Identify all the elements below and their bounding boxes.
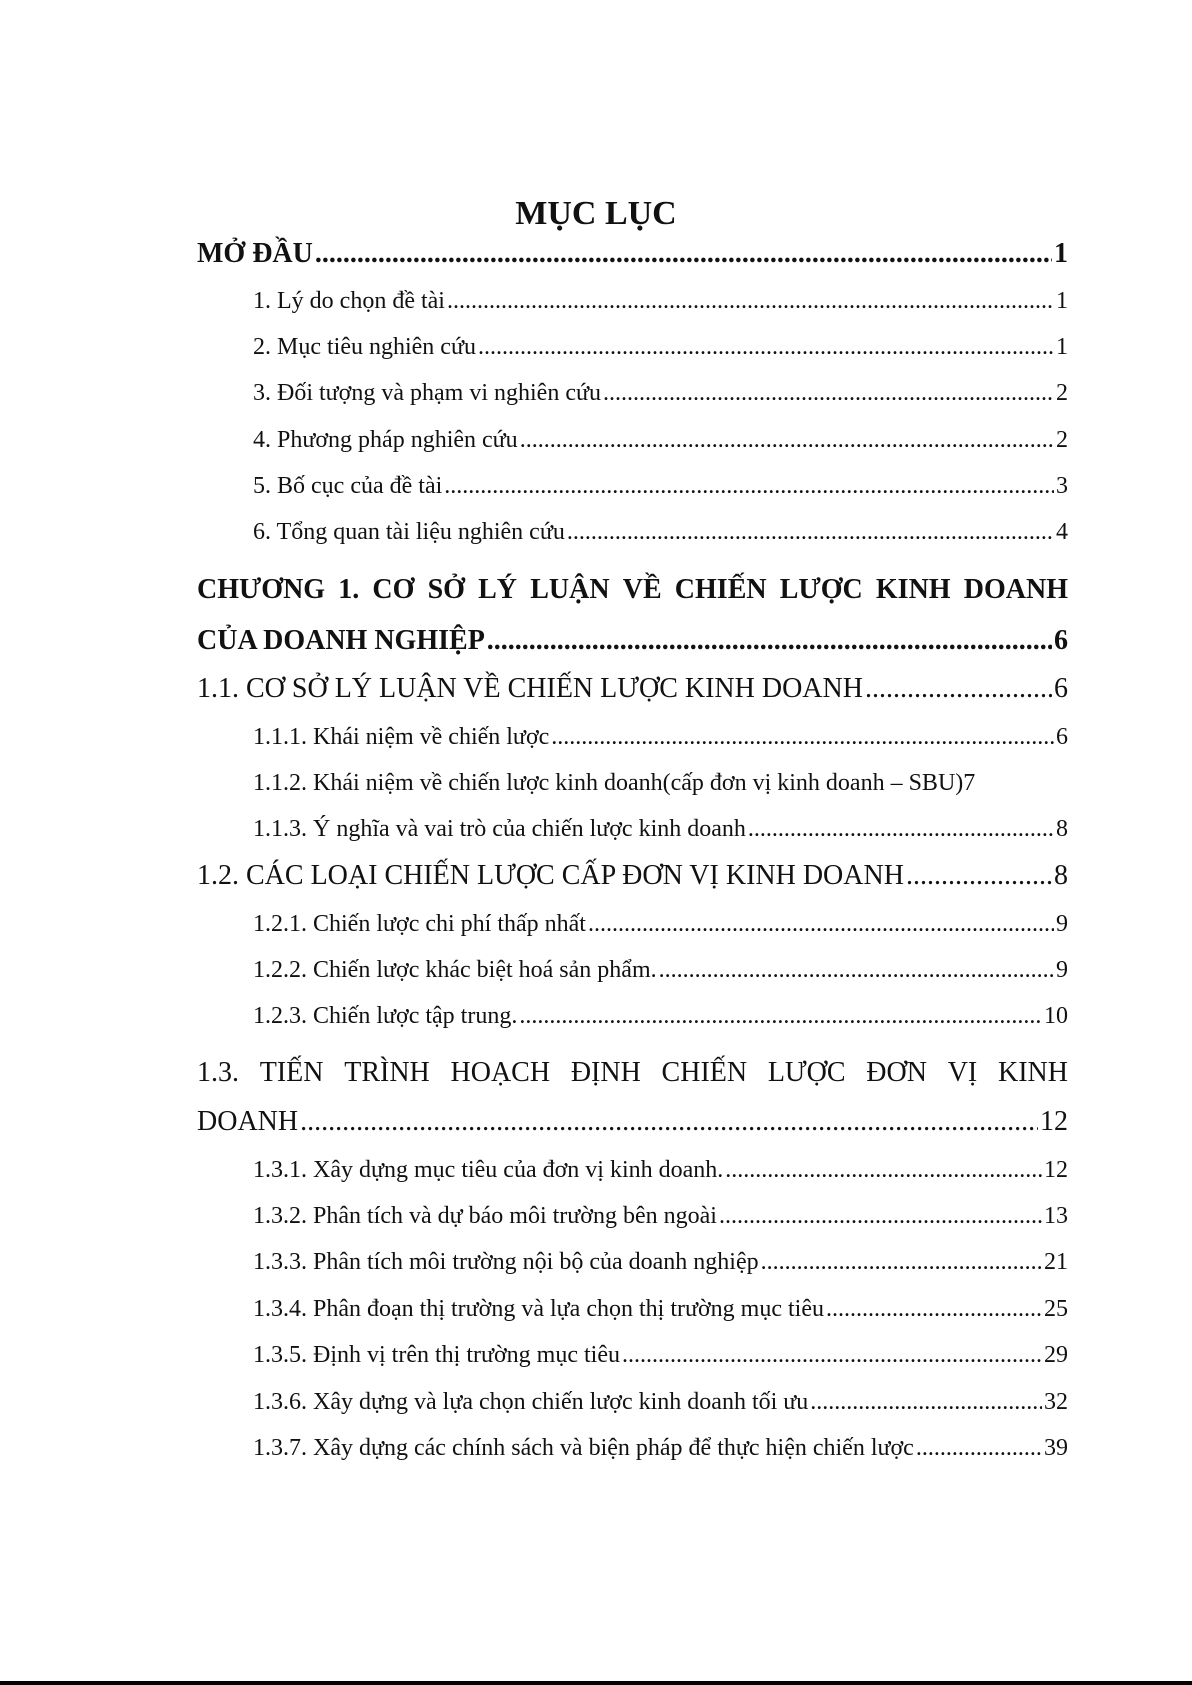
toc-entry-text: 1.1.3. Ý nghĩa và vai trò của chiến lược kinh doanh bbox=[253, 816, 746, 842]
toc-page-number: 3 bbox=[1056, 473, 1068, 499]
toc-page-number: 1 bbox=[1056, 288, 1068, 314]
toc-entry-text: 1.3.1. Xây dựng mục tiêu của đơn vị kinh doanh. bbox=[253, 1157, 724, 1183]
dot-leader bbox=[865, 673, 1052, 705]
heading-word: LƯỢC bbox=[767, 1057, 846, 1088]
toc-page-number: 21 bbox=[1044, 1249, 1068, 1275]
dot-leader bbox=[487, 625, 1052, 657]
toc-entry-chapter-1[interactable] bbox=[197, 625, 1068, 673]
toc-page-number: 12 bbox=[1040, 1106, 1068, 1137]
toc-entry[interactable] bbox=[253, 519, 1068, 563]
toc-page-number: 7 bbox=[963, 770, 976, 796]
toc-entry-text: 5. Bố cục của đề tài bbox=[253, 473, 443, 499]
toc-entry-text: 2. Mục tiêu nghiên cứu bbox=[253, 334, 476, 360]
toc-entry-text: 1.2.3. Chiến lược tập trung. bbox=[253, 1003, 518, 1029]
dot-leader bbox=[622, 1342, 1042, 1369]
toc-page-number: 32 bbox=[1044, 1389, 1068, 1415]
toc-entry-text: DOANH bbox=[197, 1106, 299, 1137]
toc-entry-text: 1.3.2. Phân tích và dự báo môi trường bên ngoài bbox=[253, 1203, 717, 1229]
toc-page-number: 9 bbox=[1056, 957, 1068, 983]
dot-leader bbox=[810, 1389, 1042, 1416]
toc-entry[interactable] bbox=[253, 288, 1068, 332]
heading-word: CHIẾN bbox=[674, 574, 767, 605]
toc-entry-text: 1.2.1. Chiến lược chi phí thấp nhất bbox=[253, 911, 586, 937]
heading-word: LÝ bbox=[478, 574, 518, 605]
heading-word: CHIẾN bbox=[661, 1057, 748, 1088]
toc-entry-text: 1.3.5. Định vị trên thị trường mục tiêu bbox=[253, 1342, 620, 1368]
toc-page-number: 9 bbox=[1056, 911, 1068, 937]
toc-entry[interactable] bbox=[253, 911, 1068, 955]
toc-entry[interactable] bbox=[253, 380, 1068, 424]
toc-entry-text: 1.2.2. Chiến lược khác biệt hoá sản phẩm. bbox=[253, 957, 657, 983]
page-bottom-edge bbox=[0, 1681, 1192, 1685]
toc-entry-text: 1.1.2. Khái niệm về chiến lược kinh doanh(cấp đơn vị kinh doanh – SBU) bbox=[253, 770, 964, 796]
heading-word: LƯỢC bbox=[779, 574, 863, 605]
heading-word: TRÌNH bbox=[344, 1057, 430, 1088]
toc-entry-text: 1.3.3. Phân tích môi trường nội bộ của doanh nghiệp bbox=[253, 1249, 759, 1275]
toc-entry[interactable] bbox=[253, 957, 1068, 1001]
heading-word: ĐỊNH bbox=[570, 1057, 641, 1088]
heading-word: ĐƠN bbox=[866, 1057, 927, 1088]
heading-word: LUẬN bbox=[530, 574, 610, 605]
toc-entry[interactable] bbox=[253, 724, 1068, 768]
toc-entry[interactable] bbox=[253, 473, 1068, 517]
toc-entry-text: 1.2. CÁC LOẠI CHIẾN LƯỢC CẤP ĐƠN VỊ KINH DOANH bbox=[197, 860, 904, 891]
toc-entry-text: 4. Phương pháp nghiên cứu bbox=[253, 427, 518, 453]
dot-leader bbox=[444, 473, 1054, 500]
toc-entry-text: 3. Đối tượng và phạm vi nghiên cứu bbox=[253, 380, 601, 406]
heading-word: SỞ bbox=[427, 574, 465, 605]
dot-leader bbox=[567, 519, 1054, 546]
toc-entry[interactable] bbox=[253, 334, 1068, 378]
toc-entry[interactable] bbox=[253, 1435, 1068, 1479]
toc-entry[interactable] bbox=[253, 1342, 1068, 1386]
toc-entry[interactable] bbox=[253, 1203, 1068, 1247]
toc-entry[interactable] bbox=[253, 770, 1068, 814]
dot-leader bbox=[447, 288, 1054, 315]
toc-page-number: 1 bbox=[1056, 334, 1068, 360]
toc-entry[interactable] bbox=[253, 1296, 1068, 1340]
dot-leader bbox=[748, 816, 1054, 843]
dot-leader bbox=[588, 911, 1054, 938]
toc-entry-text: 1.1. CƠ SỞ LÝ LUẬN VỀ CHIẾN LƯỢC KINH DOANH bbox=[197, 673, 863, 704]
toc-entry[interactable] bbox=[253, 427, 1068, 471]
heading-word: HOẠCH bbox=[450, 1057, 551, 1088]
toc-entry-text: CỦA DOANH NGHIỆP bbox=[197, 625, 485, 656]
dot-leader bbox=[719, 1203, 1042, 1230]
toc-page-number: 2 bbox=[1056, 380, 1068, 406]
toc-page-number: 8 bbox=[1054, 860, 1068, 891]
page-title: MỤC LỤC bbox=[515, 195, 677, 232]
toc-entry-text: 1.3.4. Phân đoạn thị trường và lựa chọn thị trường mục tiêu bbox=[253, 1296, 824, 1322]
toc-page-number: 13 bbox=[1044, 1203, 1068, 1229]
toc-page-number: 10 bbox=[1044, 1003, 1068, 1029]
dot-leader bbox=[520, 427, 1054, 454]
toc-page-number: 1 bbox=[1054, 238, 1068, 269]
heading-word: KINH bbox=[997, 1057, 1068, 1088]
toc-entry-section-1-2[interactable] bbox=[197, 860, 1068, 908]
dot-leader bbox=[300, 1106, 1038, 1138]
toc-entry[interactable] bbox=[253, 1389, 1068, 1433]
dot-leader bbox=[478, 334, 1054, 361]
toc-page-number: 39 bbox=[1044, 1435, 1068, 1461]
dot-leader bbox=[826, 1296, 1042, 1323]
dot-leader bbox=[761, 1249, 1042, 1276]
toc-page-number: 12 bbox=[1044, 1157, 1068, 1183]
heading-word: CHƯƠNG bbox=[197, 574, 326, 605]
toc-page-number: 8 bbox=[1056, 816, 1068, 842]
dot-leader bbox=[519, 1003, 1042, 1030]
toc-page-number: 29 bbox=[1044, 1342, 1068, 1368]
heading-word: VỊ bbox=[947, 1057, 978, 1088]
toc-section-heading-line1[interactable] bbox=[197, 1057, 1068, 1089]
toc-entry-text: 1. Lý do chọn đề tài bbox=[253, 288, 445, 314]
heading-word: CƠ bbox=[372, 574, 415, 605]
toc-page-number: 25 bbox=[1044, 1296, 1068, 1322]
toc-entry-intro[interactable] bbox=[197, 238, 1068, 286]
toc-entry-text: 1.3.7. Xây dựng các chính sách và biện pháp để thực hiện chiến lược bbox=[253, 1435, 914, 1461]
dot-leader bbox=[603, 380, 1054, 407]
dot-leader bbox=[916, 1435, 1042, 1462]
toc-page-number: 4 bbox=[1056, 519, 1068, 545]
heading-word: KINH bbox=[875, 574, 951, 605]
heading-word: 1.3. bbox=[197, 1057, 239, 1088]
toc-entry[interactable] bbox=[253, 1249, 1068, 1293]
toc-entry[interactable] bbox=[253, 816, 1068, 860]
heading-word: 1. bbox=[338, 574, 360, 605]
dot-leader bbox=[906, 860, 1052, 892]
toc-entry-text: 1.1.1. Khái niệm về chiến lược bbox=[253, 724, 550, 750]
toc-page-number: 6 bbox=[1054, 673, 1068, 704]
toc-entry-section-1-1[interactable] bbox=[197, 673, 1068, 721]
toc-entry-text: 6. Tổng quan tài liệu nghiên cứu bbox=[253, 519, 565, 545]
toc-chapter-heading-line1[interactable] bbox=[197, 574, 1068, 606]
toc-page-number: 2 bbox=[1056, 427, 1068, 453]
toc-entry[interactable] bbox=[253, 1003, 1068, 1047]
toc-entry-text: 1.3.6. Xây dựng và lựa chọn chiến lược kinh doanh tối ưu bbox=[253, 1389, 809, 1415]
toc-entry-section-1-3[interactable] bbox=[197, 1106, 1068, 1154]
heading-word: VỀ bbox=[622, 574, 662, 605]
heading-word: TIẾN bbox=[259, 1057, 324, 1088]
toc-entry[interactable] bbox=[253, 1157, 1068, 1201]
dot-leader bbox=[551, 724, 1054, 751]
dot-leader bbox=[659, 957, 1054, 984]
dot-leader bbox=[315, 238, 1052, 270]
toc-page-number: 6 bbox=[1056, 724, 1068, 750]
dot-leader bbox=[725, 1157, 1042, 1184]
toc-entry-text: MỞ ĐẦU bbox=[197, 238, 313, 269]
heading-word: DOANH bbox=[963, 574, 1068, 605]
toc-page-number: 6 bbox=[1054, 625, 1068, 656]
